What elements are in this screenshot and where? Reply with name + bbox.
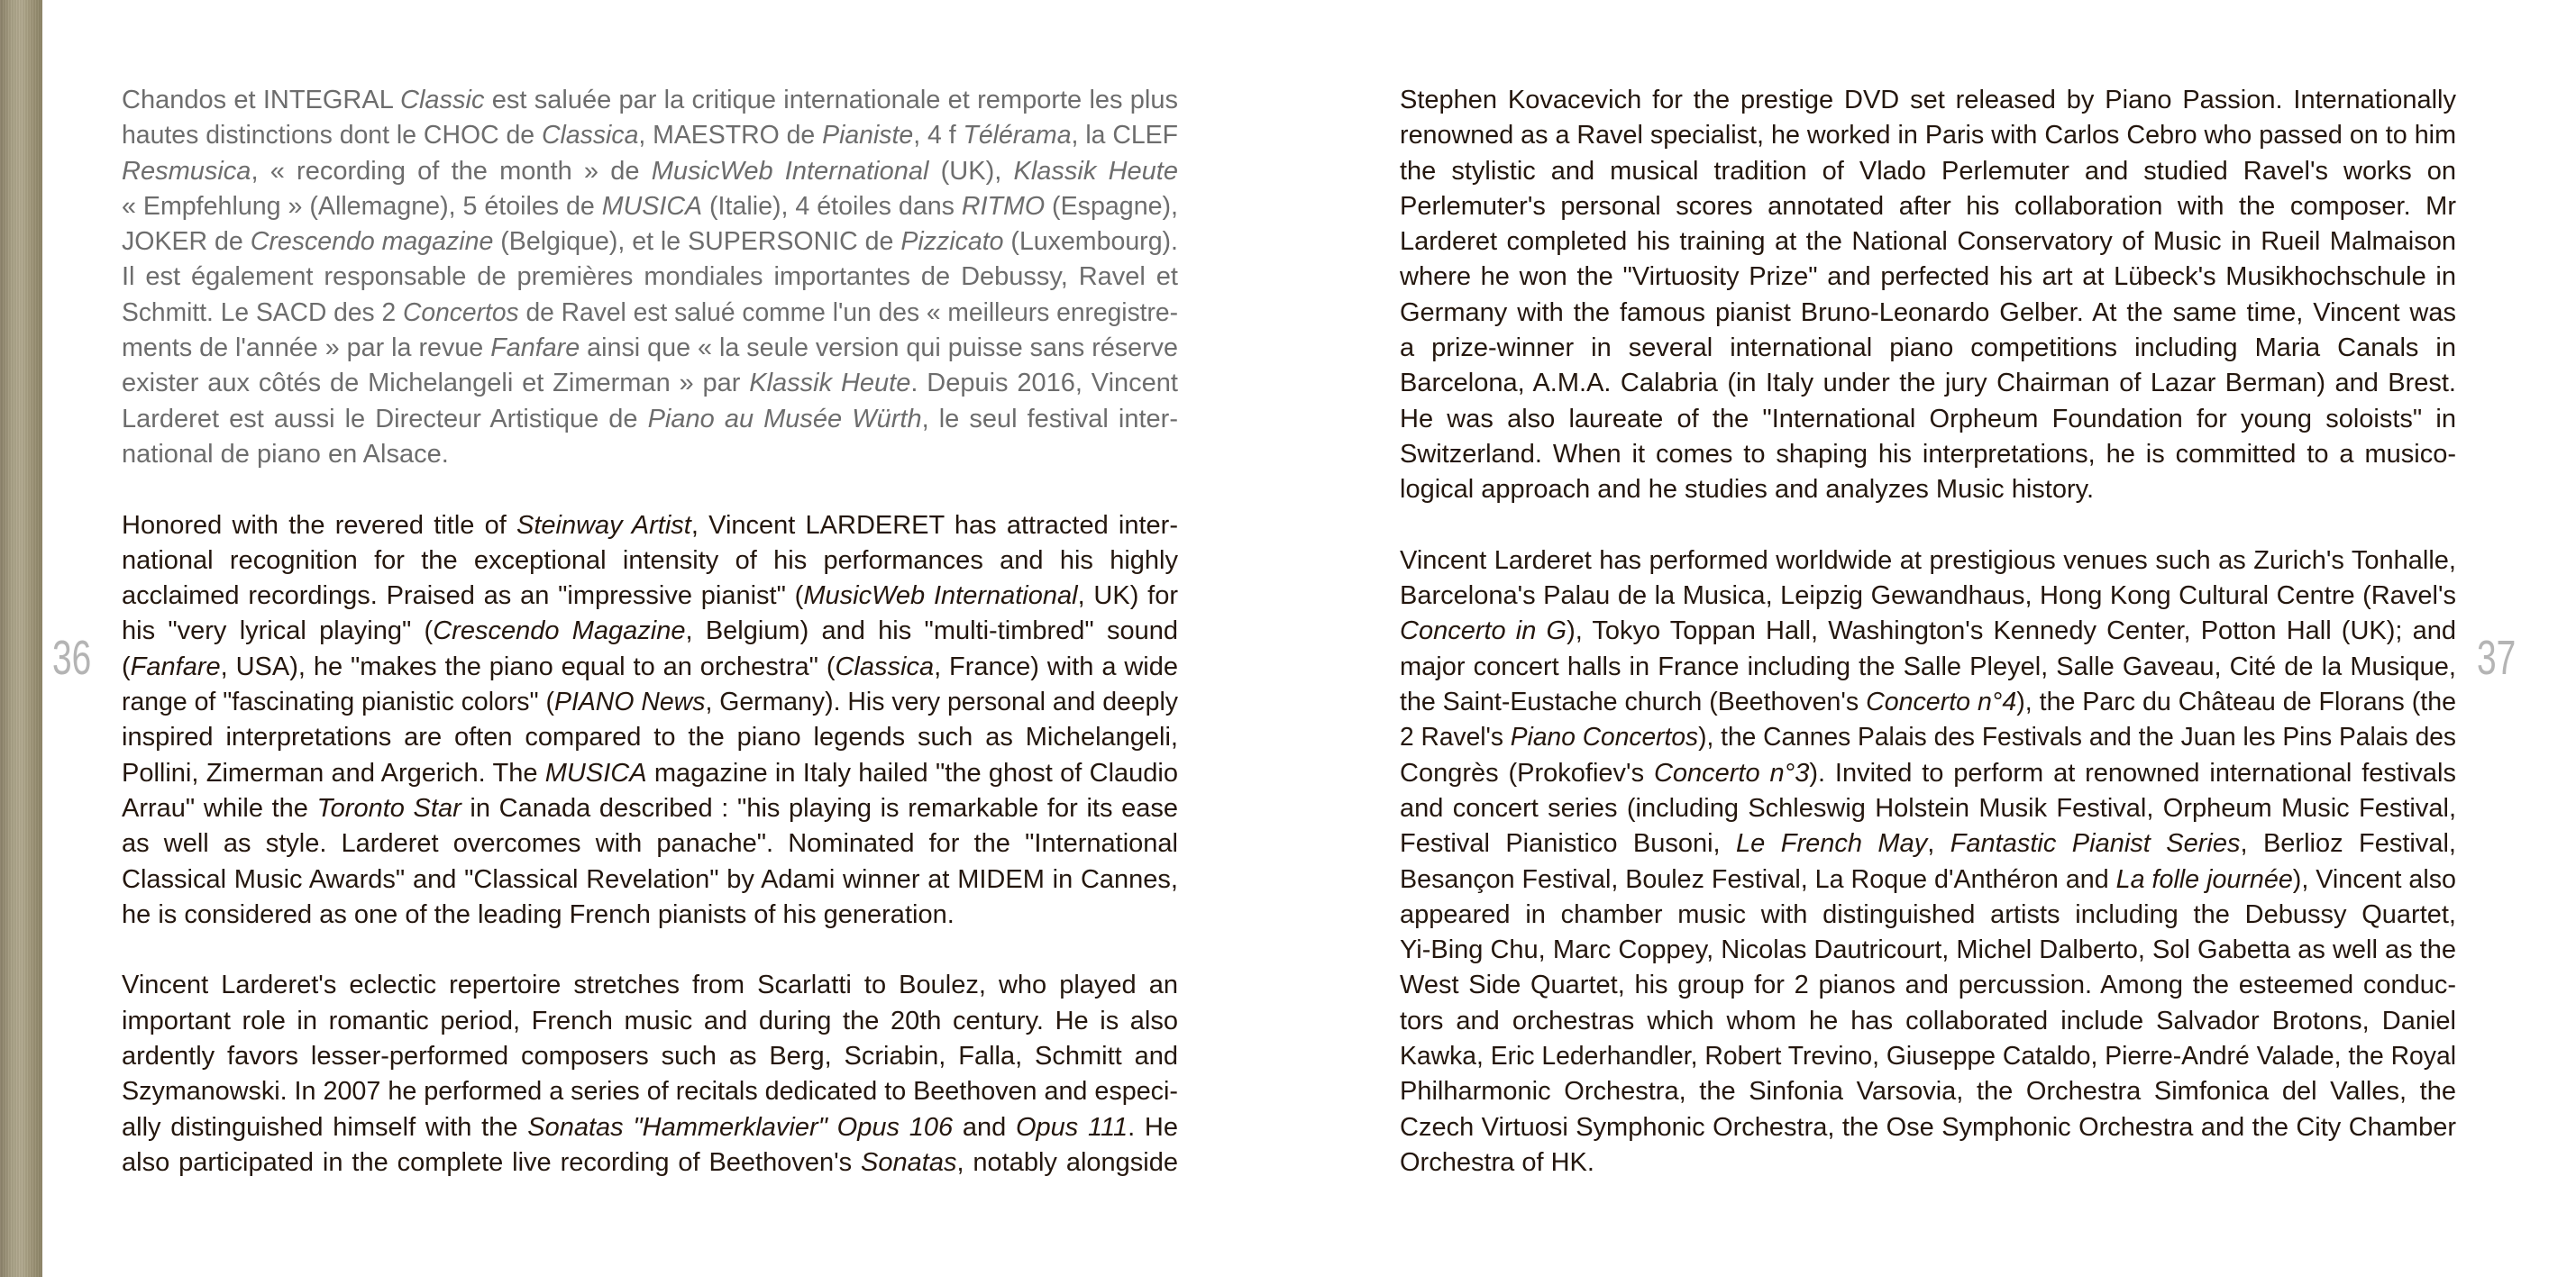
text-line (122, 579, 1178, 614)
italic-title-text: Sonatas "Hammerklavier" Opus 106 (527, 1112, 954, 1142)
text-line (122, 189, 1178, 224)
italic-title-text: Klassik Heute (1013, 156, 1178, 186)
text-run: , USA), he "makes the piano equal to an orchestra" ( (220, 652, 836, 681)
italic-title-text: Classica (835, 652, 935, 681)
text-line (122, 437, 1178, 472)
booklet-spine-edge (0, 0, 42, 1277)
text-run: Larderet completed his training at the National Conservatory of Music in Rueil Malmaison (1400, 227, 2456, 257)
text-run: ), the Cannes Palais des Festivals and the Juan les Pins Palais des (1698, 723, 2456, 753)
italic-title-text: Crescendo Magazine (433, 616, 686, 646)
text-run: (Espagne), (1045, 191, 1178, 221)
italic-title-text: Crescendo magazine (250, 227, 494, 257)
italic-title-text: RITMO (961, 191, 1046, 221)
italic-title-text: Fanfare (490, 333, 580, 363)
text-run: (Italie), 4 étoiles dans (702, 191, 962, 221)
text-run: ments de l'année » par la revue (122, 333, 491, 363)
text-run: Festival Pianistico Busoni, (1400, 829, 1737, 859)
text-run: acclaimed recordings. Praised as an "impressive pianist" ( (122, 581, 804, 611)
page-number-right: 37 (2477, 631, 2517, 685)
text-line (1400, 791, 2456, 826)
text-line (122, 296, 1178, 331)
text-run: (Luxembourg). (1003, 227, 1178, 257)
italic-title-text: Opus 111 (1015, 1112, 1128, 1142)
text-line (122, 898, 1178, 933)
text-line (1400, 968, 2456, 1003)
italic-title-text: Concerto n°4 (1866, 688, 2017, 717)
italic-title-text: Pianiste (822, 121, 914, 151)
text-run: Czech Virtuosi Symphonic Orchestra, the Ose Symphonic Orchestra and the City Chamber (1400, 1112, 2456, 1142)
italic-title-text: MusicWeb International (651, 156, 929, 186)
text-run: 2 Ravel's (1400, 723, 1511, 753)
text-run: range of "fascinating pianistic colors" ( (122, 688, 554, 717)
text-run: , MAESTRO de (638, 121, 823, 151)
page-number-left: 36 (52, 631, 92, 685)
italic-title-text: MusicWeb International (803, 581, 1078, 611)
italic-title-text: Fanfare (130, 652, 221, 681)
text-run: Classical Music Awards" and "Classical Revelation" by Adami winner at MIDEM in Cannes, (122, 864, 1178, 894)
text-run: West Side Quartet, his group for 2 pianos and percussion. Among the esteemed conduc- (1400, 971, 2456, 1000)
text-line (1400, 472, 2456, 507)
text-run: Germany with the famous pianist Bruno-Leonardo Gelber. At the same time, Vincent was (1400, 297, 2456, 327)
text-run: , Belgium) and his "multi-timbred" sound (685, 616, 1178, 646)
text-run: , UK) for (1077, 581, 1178, 611)
paragraph (122, 508, 1178, 934)
text-run: the Saint-Eustache church (Beethoven's (1400, 688, 1867, 717)
text-line (1400, 826, 2456, 862)
text-run: a prize-winner in several international piano competitions including Maria Canals in (1400, 333, 2456, 363)
text-line (1400, 720, 2456, 755)
text-line (1400, 296, 2456, 331)
text-run: , Germany). His very personal and deeply (705, 688, 1178, 717)
text-line (1400, 154, 2456, 189)
text-run: Larderet est aussi le Directeur Artistique de (122, 404, 648, 433)
text-run: his "very lyrical playing" ( (122, 616, 434, 646)
left-page-text-column (122, 83, 1178, 1217)
text-run: He was also laureate of the "International Orpheum Foundation for young soloists" in (1400, 404, 2456, 433)
italic-title-text: Resmusica (122, 156, 251, 186)
text-line (1400, 543, 2456, 579)
text-run: ainsi que « la seule version qui puisse sans réserve (580, 333, 1178, 363)
text-run: renowned as a Ravel specialist, he worked in Paris with Carlos Cebro who passed on to him (1400, 121, 2456, 151)
text-line (1400, 402, 2456, 437)
text-line (122, 614, 1178, 649)
text-line (122, 260, 1178, 295)
text-run: Schmitt. Le SACD des 2 (122, 297, 404, 327)
text-run: Orchestra of HK. (1400, 1147, 1594, 1177)
text-run: . He (1128, 1112, 1178, 1142)
text-run: , « recording of the month » de (251, 156, 652, 186)
paragraph (122, 83, 1178, 472)
text-run: (UK), (928, 156, 1014, 186)
text-run: Barcelona's Palau de la Musica, Leipzig Gewandhaus, Hong Kong Cultural Centre (Ravel's (1400, 581, 2456, 611)
text-run: hautes distinctions dont le CHOC de (122, 121, 542, 151)
text-line (1400, 189, 2456, 224)
italic-title-text: Klassik Heute (749, 369, 911, 398)
text-run: major concert halls in France including the Salle Pleyel, Salle Gaveau, Cité de la Musique, (1400, 652, 2456, 681)
text-run: Philharmonic Orchestra, the Sinfonia Varsovia, the Orchestra Simfonica del Valles, the (1400, 1077, 2456, 1107)
text-run: , Berlioz Festival, (2240, 829, 2456, 859)
text-line (1400, 331, 2456, 366)
text-run: inspired interpretations are often compared to the piano legends such as Michelangeli, (122, 723, 1178, 753)
text-line (122, 508, 1178, 543)
text-line (122, 826, 1178, 862)
italic-title-text: Piano au Musée Würth (647, 404, 922, 433)
italic-title-text: Piano Concertos (1510, 723, 1699, 753)
text-run: , le seul festival inter- (921, 404, 1178, 433)
text-line (1400, 1110, 2456, 1145)
italic-title-text: Steinway Artist (516, 510, 691, 540)
text-run: « Empfehlung » (Allemagne), 5 étoiles de (122, 191, 602, 221)
italic-title-text: Le French May (1736, 829, 1928, 859)
text-line (1400, 1145, 2456, 1181)
text-run: Besançon Festival, Boulez Festival, La Roque d'Anthéron and (1400, 864, 2116, 894)
paragraph (122, 968, 1178, 1181)
italic-title-text: MUSICA (544, 758, 647, 788)
text-line (1400, 685, 2456, 720)
text-run: exister aux côtés de Michelangeli et Zimerman » par (122, 369, 750, 398)
text-run: appeared in chamber music with distinguished artists including the Debussy Quartet, (1400, 899, 2456, 929)
text-run: ), Vincent also (2292, 864, 2456, 894)
text-line (122, 1039, 1178, 1074)
text-line (1400, 437, 2456, 472)
text-run: Szymanowski. In 2007 he performed a series of recitals dedicated to Beethoven and especi- (122, 1077, 1178, 1107)
italic-title-text: Concertos (403, 297, 519, 327)
text-run: JOKER de (122, 227, 251, 257)
text-line (1400, 118, 2456, 153)
text-line (1400, 260, 2456, 295)
italic-title-text: Sonatas (861, 1147, 957, 1177)
text-line (122, 1145, 1178, 1181)
italic-title-text: La folle journée (2115, 864, 2293, 894)
text-line (122, 118, 1178, 153)
text-line (122, 685, 1178, 720)
text-line (1400, 898, 2456, 933)
text-line (1400, 224, 2456, 260)
text-run: Arrau" while the (122, 793, 317, 823)
text-run: , (1927, 829, 1950, 859)
text-run: Honored with the revered title of (122, 510, 516, 540)
text-run: the stylistic and musical tradition of Vlado Perlemuter and studied Ravel's works on (1400, 156, 2456, 186)
text-run: Vincent Larderet has performed worldwide at prestigious venues such as Zurich's Tonhalle, (1400, 545, 2456, 575)
text-run: and (953, 1112, 1016, 1142)
paragraph (1400, 543, 2456, 1181)
text-run: Congrès (Prokofiev's (1400, 758, 1654, 788)
text-run: , Vincent LARDERET has attracted inter- (690, 510, 1178, 540)
text-run: in Canada described : "his playing is remarkable for its ease (461, 793, 1178, 823)
text-line (1400, 862, 2456, 898)
text-line (122, 791, 1178, 826)
text-run: logical approach and he studies and analyzes Music history. (1400, 475, 2095, 505)
italic-title-text: Télérama (963, 121, 1072, 151)
text-run: ally distinguished himself with the (122, 1112, 528, 1142)
text-run: (Belgique), et le SUPERSONIC de (493, 227, 901, 257)
text-run: Yi-Bing Chu, Marc Coppey, Nicolas Dautricourt, Michel Dalberto, Sol Gabetta as well as the (1400, 935, 2456, 965)
text-run: de Ravel est salué comme l'un des « meilleurs enregistre- (518, 297, 1178, 327)
text-run: also participated in the complete live recording of Beethoven's (122, 1147, 862, 1177)
text-line (122, 862, 1178, 898)
text-run: tors and orchestras which whom he has collaborated include Salvador Brotons, Daniel (1400, 1006, 2456, 1035)
text-line (122, 968, 1178, 1003)
text-run: , la CLEF (1071, 121, 1178, 151)
text-line (122, 650, 1178, 685)
text-run: ( (122, 652, 131, 681)
paragraph (1400, 83, 2456, 508)
text-line (122, 1004, 1178, 1039)
text-line (1400, 1074, 2456, 1109)
text-run: national de piano en Alsace. (122, 439, 449, 469)
text-line (1400, 756, 2456, 791)
text-run: . Depuis 2016, Vincent (910, 369, 1178, 398)
italic-title-text: Concerto in G (1400, 616, 1567, 646)
italic-title-text: MUSICA (601, 191, 703, 221)
text-run: ). Invited to perform at renowned international festivals (1809, 758, 2456, 788)
text-run: Stephen Kovacevich for the prestige DVD set released by Piano Passion. Internationally (1400, 86, 2456, 114)
text-run: Perlemuter's personal scores annotated after his collaboration with the composer. Mr (1400, 191, 2456, 221)
text-run: magazine in Italy hailed "the ghost of Claudio (646, 758, 1178, 788)
text-line (1400, 614, 2456, 649)
italic-title-text: Fantastic Pianist Series (1950, 829, 2241, 859)
text-line (1400, 83, 2456, 118)
italic-title-text: PIANO News (553, 688, 706, 717)
text-run: where he won the "Virtuosity Prize" and perfected his art at Lübeck's Musikhochschule in (1400, 262, 2456, 292)
text-line (122, 331, 1178, 366)
text-line (1400, 650, 2456, 685)
text-line (122, 543, 1178, 579)
italic-title-text: Classica (541, 121, 639, 151)
right-page-text-column (1400, 83, 2456, 1217)
italic-title-text: Concerto n°3 (1653, 758, 1810, 788)
text-line (122, 402, 1178, 437)
text-line (1400, 933, 2456, 968)
text-line (122, 756, 1178, 791)
text-run: and concert series (including Schleswig Holstein Musik Festival, Orpheum Music Festival, (1400, 793, 2456, 823)
text-line (122, 1074, 1178, 1109)
text-run: important role in romantic period, French music and during the 20th century. He is also (122, 1006, 1178, 1035)
text-line (122, 720, 1178, 755)
text-line (1400, 1004, 2456, 1039)
text-line (1400, 1039, 2456, 1074)
text-run: Barcelona, A.M.A. Calabria (in Italy under the jury Chairman of Lazar Berman) and Brest. (1400, 369, 2456, 398)
text-run: , 4 f (913, 121, 964, 151)
text-run: ), the Parc du Château de Florans (the (2016, 688, 2456, 717)
italic-title-text: Toronto Star (316, 793, 461, 823)
text-run: ardently favors lesser-performed composers such as Berg, Scriabin, Falla, Schmitt and (122, 1042, 1178, 1072)
italic-title-text: Classic (400, 86, 485, 114)
text-line (122, 154, 1178, 189)
text-run: national recognition for the exceptional intensity of his performances and his highly (122, 545, 1178, 575)
text-line (1400, 579, 2456, 614)
text-run: as well as style. Larderet overcomes with panache". Nominated for the "International (122, 829, 1178, 859)
text-run: Chandos et INTEGRAL (122, 86, 401, 114)
text-line (122, 83, 1178, 118)
text-line (122, 224, 1178, 260)
text-run: Pollini, Zimerman and Argerich. The (122, 758, 545, 788)
text-line (122, 1110, 1178, 1145)
text-run: Vincent Larderet's eclectic repertoire stretches from Scarlatti to Boulez, who played an (122, 971, 1178, 1000)
text-run: , notably alongside (956, 1147, 1178, 1177)
text-run: Switzerland. When it comes to shaping his interpretations, he is committed to a musico- (1400, 439, 2456, 469)
text-line (122, 366, 1178, 401)
text-run: Kawka, Eric Lederhandler, Robert Trevino, Giuseppe Cataldo, Pierre-André Valade, the Royal (1400, 1042, 2456, 1072)
text-run: est saluée par la critique internationale et remporte les plus (484, 86, 1178, 114)
text-run: , France) with a wide (934, 652, 1178, 681)
text-line (1400, 366, 2456, 401)
text-run: ), Tokyo Toppan Hall, Washington's Kennedy Center, Potton Hall (UK); and (1567, 616, 2456, 646)
text-run: Il est également responsable de premières mondiales importantes de Debussy, Ravel et (122, 262, 1178, 292)
text-run: he is considered as one of the leading French pianists of his generation. (122, 899, 955, 929)
italic-title-text: Pizzicato (900, 227, 1004, 257)
